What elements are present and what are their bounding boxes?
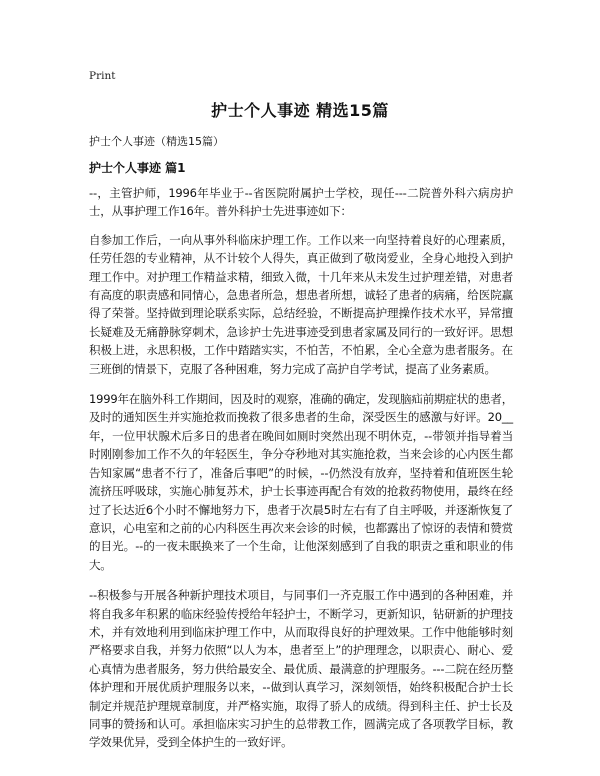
- section-heading: 护士个人事迹 篇1: [89, 161, 186, 175]
- paragraph: 1999年在脑外科工作期间，因及时的观察，准确的确定，发现脑疝前期症状的患者，及时的通知医生并实施抢救而挽救了很多患者的生命，深受医生的感激与好评。20__年，一位甲状腺术后多日的患者在晚间如厕时突然出现不明休克，--带领并指导着当时刚刚参加工作不久的年轻医生，争分夺秒地对其实施抢救，当来会诊的心内医生都告知家属“患者不行了，准备后事吧”的时候，--仍然没有放弃，坚持着和值班医生轮流挤压呼吸球，实施心肺复苏术，护士长事迹再配合有效的抢救药物使用，最终在经过了长达近6个小时不懈地努力下，患者于次晨5时左右有了自主呼吸，并逐渐恢复了意识，心电室和之前的心内科医生再次来会诊的时候，也都露出了惊讶的表情和赞赏的目光。--的一夜未眠换来了一个生命，让他深刻感到了自我的职责之重和职业的伟大。: [89, 392, 513, 572]
- paragraph: --，主管护师，1996年毕业于--省医院附属护士学校，现任---二院普外科六病房护士，从事护理工作16年。普外科护士先进事迹如下：: [89, 186, 513, 219]
- document-subtitle: 护士个人事迹（精选15篇）: [89, 135, 224, 148]
- article-body: [89, 184, 513, 766]
- paragraph: --积极参与开展各种新护理技术项目，与同事们一齐克服工作中遇到的各种困难，并将自我多年积累的临床经验传授给年轻护士，不断学习，更新知识，钻研新的护理技术，并有效地利用到临床护理工作中，从而取得良好的护理效果。工作中他能够时刻严格要求自我，并努力依照“以人为本，患者至上”的护理理念，以职责心、耐心、爱心真情为患者服务，努力供给最安全、最优质、最满意的护理服务。---二院在经历整体护理和开展优质护理服务以来，--做到认真学习，深刻领悟，始终积极配合护士长制定并规范护理规章制度，并严格实施，取得了骄人的成绩。得到科主任、护士长及同事的赞扬和认可。承担临床实习护生的总带教工作，圆满完成了各项教学目标，教学效果优异，受到全体护生的一致好评。: [89, 588, 513, 750]
- page-title: 护士个人事迹 精选15篇: [211, 101, 389, 120]
- paragraph: 自参加工作后，一向从事外科临床护理工作。工作以来一向坚持着良好的心理素质，任劳任怨的专业精神，从不计较个人得失，真正做到了敬岗爱业，全身心地投入到护理工作中。对护理工作精益求精，细致入微，十几年来从未发生过护理差错，对患者有高度的职责感和同情心，急患者所急，想患者所想，诚轻了患者的病痛，给医院赢得了荣誉。坚持做到理论联系实际，总结经验，不断提高护理操作技术水平，异常擅长疑难及无痛静脉穿刺术，急诊护士先进事迹受到患者家属及同行的一致好评。思想积极上进，永思积极，工作中踏踏实实，不怕苦，不怕累，全心全意为患者服务。在三班倒的情景下，克服了各种困难，努力完成了高护自学考试，提高了业务素质。: [89, 232, 513, 376]
- print-link[interactable]: Print: [89, 70, 116, 82]
